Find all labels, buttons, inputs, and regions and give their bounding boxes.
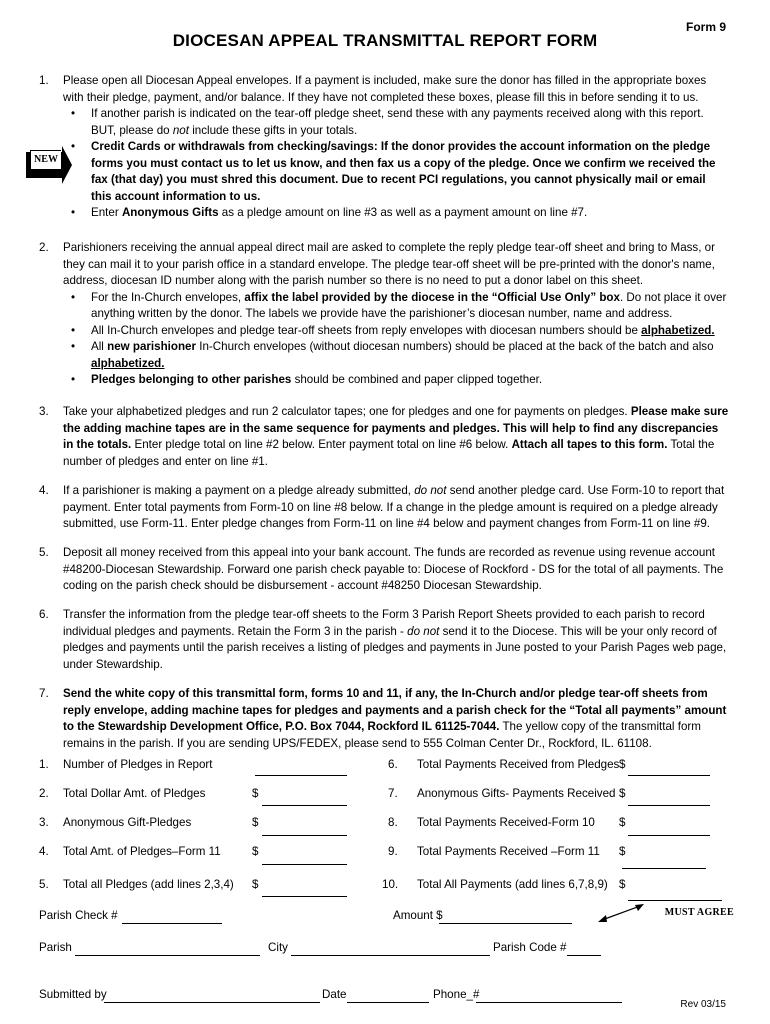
- item-text: Take your alphabetized pledges and run 2 calculator tapes; one for pledges and one for payments on pledges. Please make sure the adding machine tapes are in the same sequence for payments and pledges. This will help to find any discrepancies in the totals. Enter pledge total on line #2 below. Enter payment total on line #6 below. Attach all tapes to this form. Total the number of pledges and enter on line #1.: [63, 405, 729, 468]
- item-number: 5.: [39, 546, 49, 559]
- bullet-other-parish: • If another parish is indicated on the tear-off pledge sheet, send these with any payments received along with this report. BUT, please do not include these gifts in your totals.: [63, 106, 729, 139]
- bullet-anonymous-gifts: • Enter Anonymous Gifts as a pledge amount on line #3 as well as a payment amount on line #7.: [63, 205, 729, 222]
- instruction-item-4: [39, 483, 729, 533]
- total-row-1-field[interactable]: [255, 774, 347, 776]
- date-label: Date: [322, 988, 347, 1001]
- dollar-sign: $: [252, 787, 259, 800]
- parish-code-label: Parish Code #: [493, 941, 567, 954]
- total-row-1-num: 1.: [39, 758, 49, 771]
- total-row-5-field[interactable]: [262, 895, 347, 897]
- total-row-5-label: Total all Pledges (add lines 2,3,4): [63, 878, 234, 891]
- item-number: 3.: [39, 405, 49, 418]
- submitted-by-field[interactable]: [104, 1001, 320, 1003]
- item-text: Deposit all money received from this appeal into your bank account. The funds are recorded as revenue using revenue account #48200-Diocesan Stewardship. Forward one parish check payable to: Diocese of Rockford - DS for the total of all payments. The coding on the parish check should be disbursement - account #48250 Diocesan Stewardship.: [63, 546, 724, 592]
- item-number: 4.: [39, 484, 49, 497]
- item-text: If a parishioner is making a payment on a pledge already submitted, do not send another pledge card. Use Form-10 to report that payment. Enter total payments from Form-10 on line #8 below. If a change in the pledge amount is required on a pledge already submitted, use Form-11. Enter pledge changes from Form-11 on line #4 below and payment changes from Form-11 on line #9.: [63, 484, 725, 530]
- total-row-10-field[interactable]: [628, 899, 722, 901]
- must-agree-note: MUST AGREE: [664, 907, 734, 918]
- total-row-7-field[interactable]: [628, 804, 710, 806]
- total-row-4-num: 4.: [39, 845, 49, 858]
- item-text: Transfer the information from the pledge tear-off sheets to the Form 3 Parish Report Sheets provided to each parish to record individual pledges and payments. Retain the Form 3 in the parish - do not send it to the Diocese. This will be your only record of pledges and payments until the parish receives a listing of pledges and payments in June posted to your Parish Pages web page, under Stewardship.: [63, 608, 727, 671]
- amount-field[interactable]: [439, 922, 572, 924]
- total-row-9-field[interactable]: [622, 867, 706, 869]
- phone-label: Phone_#: [433, 988, 480, 1001]
- dollar-sign: $: [619, 816, 626, 829]
- item-number: 6.: [39, 608, 49, 621]
- phone-field[interactable]: [476, 1001, 622, 1003]
- bullet-alphabetized: • All In-Church envelopes and pledge tear-off sheets from reply envelopes with diocesan numbers should be alphabetized.: [63, 323, 729, 340]
- instruction-item-1: [39, 73, 729, 222]
- item-number: 7.: [39, 687, 49, 700]
- total-row-7-num: 7.: [388, 787, 398, 800]
- total-row-10-label: Total All Payments (add lines 6,7,8,9): [417, 878, 608, 891]
- total-row-2-field[interactable]: [262, 804, 347, 806]
- item-number: 2.: [39, 241, 49, 254]
- total-row-3-label: Anonymous Gift-Pledges: [63, 816, 192, 829]
- total-row-3-num: 3.: [39, 816, 49, 829]
- total-row-8-num: 8.: [388, 816, 398, 829]
- total-row-10-num: 10.: [382, 878, 399, 891]
- dollar-sign: $: [252, 878, 259, 891]
- bullet-new-parishioner: • All new parishioner In-Church envelopes (without diocesan numbers) should be placed at the back of the batch and also alphabetized.: [63, 339, 729, 372]
- total-row-9-label: Total Payments Received –Form 11: [417, 845, 600, 858]
- dollar-sign: $: [252, 816, 259, 829]
- total-row-7-label: Anonymous Gifts- Payments Received: [417, 787, 616, 800]
- total-row-3-field[interactable]: [262, 834, 347, 836]
- total-row-9-num: 9.: [388, 845, 398, 858]
- parish-check-label: Parish Check #: [39, 909, 118, 922]
- bullet-credit-cards: • Credit Cards or withdrawals from checking/savings: If the donor provides the account information on the pledge forms you must contact us to let us know, and then fax us a copy of the pledge. Once we confirm we received the fax (that day) you must shred this document. Due to recent PCI regulations, you cannot physically mail or email this account information to us.: [63, 139, 729, 205]
- total-row-8-field[interactable]: [628, 834, 710, 836]
- dollar-sign: $: [619, 878, 626, 891]
- item-text: Please open all Diocesan Appeal envelopes. If a payment is included, make sure the donor has filled in the appropriate boxes with their pledge, payment, and/or balance. If they have not completed these boxes, please fill this in before sending it to us.: [63, 74, 707, 104]
- total-row-6-label: Total Payments Received from Pledges: [417, 758, 620, 771]
- total-row-8-label: Total Payments Received-Form 10: [417, 816, 595, 829]
- city-field[interactable]: [291, 954, 490, 956]
- instruction-item-2: [39, 240, 729, 389]
- form-number: Form 9: [685, 20, 726, 34]
- dollar-sign: $: [252, 845, 259, 858]
- page-title: DIOCESAN APPEAL TRANSMITTAL REPORT FORM: [172, 31, 598, 50]
- total-row-6-num: 6.: [388, 758, 398, 771]
- parish-check-field[interactable]: [122, 922, 222, 924]
- total-row-4-field[interactable]: [262, 863, 347, 865]
- total-row-2-num: 2.: [39, 787, 49, 800]
- dollar-sign: $: [619, 845, 626, 858]
- amount-label: Amount $: [393, 909, 443, 922]
- city-label: City: [268, 941, 288, 954]
- item-text: Parishioners receiving the annual appeal direct mail are asked to complete the reply pledge tear-off sheet and bring to Mass, or they can mail it to your parish office in a standard envelope. The pledge tear-off sheet will be pre-printed with the donor's name, address, diocesan ID number along with the parish number so there is no need to put a donor label on this sheet.: [63, 241, 715, 287]
- new-badge: NEW: [30, 150, 61, 170]
- parish-code-field[interactable]: [567, 954, 601, 956]
- total-row-2-label: Total Dollar Amt. of Pledges: [63, 787, 206, 800]
- total-row-6-field[interactable]: [628, 774, 710, 776]
- total-row-5-num: 5.: [39, 878, 49, 891]
- instruction-item-5: [39, 545, 729, 595]
- parish-field[interactable]: [75, 954, 260, 956]
- dollar-sign: $: [619, 787, 626, 800]
- bullet-affix-label: • For the In-Church envelopes, affix the label provided by the diocese in the “Official Use Only” box. Do not place it over anything written by the donor. The labels we provide have the parishioner’s diocesan number, name and address.: [63, 290, 729, 323]
- instruction-item-6: [39, 607, 729, 673]
- submitted-by-label: Submitted by: [39, 988, 107, 1001]
- instruction-item-7: [39, 686, 729, 752]
- dollar-sign: $: [619, 758, 626, 771]
- parish-label: Parish: [39, 941, 72, 954]
- bullet-other-parishes: • Pledges belonging to other parishes should be combined and paper clipped together.: [63, 372, 729, 389]
- total-row-1-label: Number of Pledges in Report: [63, 758, 213, 771]
- date-field[interactable]: [347, 1001, 429, 1003]
- item-text: Send the white copy of this transmittal form, forms 10 and 11, if any, the In-Church and/or pledge tear-off sheets from reply envelope, adding machine tapes for pledges and payments and a parish check for the “Total all payments” amount to the Stewardship Development Office, P.O. Box 7044, Rockford IL 61125-7044. The yellow copy of the transmittal form remains in the parish. If you are sending UPS/FEDEX, please send to 555 Colman Center Dr., Rockford, IL. 61108.: [63, 687, 727, 750]
- double-arrow-icon: [598, 902, 644, 924]
- instruction-item-3: [39, 404, 729, 470]
- item-number: 1.: [39, 74, 49, 87]
- revision-label: Rev 03/15: [680, 999, 726, 1010]
- total-row-4-label: Total Amt. of Pledges–Form 11: [63, 845, 221, 858]
